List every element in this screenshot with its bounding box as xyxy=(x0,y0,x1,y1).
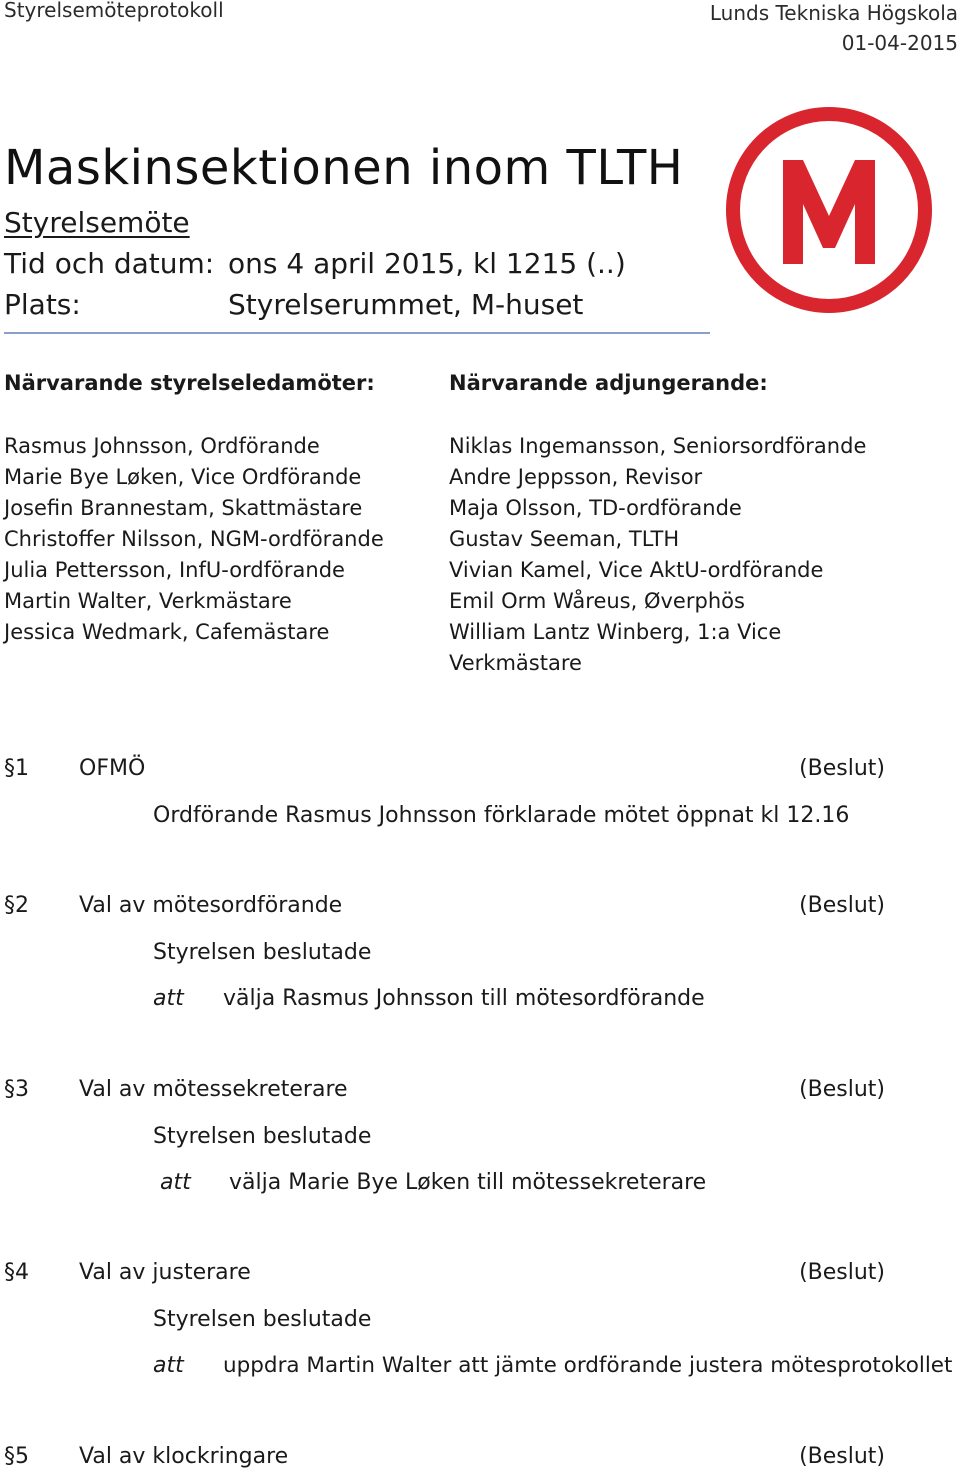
section-1-heading xyxy=(0,756,960,786)
section-text: Styrelsen beslutade xyxy=(153,1307,372,1332)
att-keyword: att xyxy=(160,1170,191,1195)
section-number: §1 xyxy=(4,756,29,781)
section-3-heading xyxy=(0,1077,960,1107)
adjunct-members-list xyxy=(449,431,866,679)
section-3-body xyxy=(0,1124,960,1154)
meeting-date-row xyxy=(0,247,720,283)
meeting-place-row xyxy=(0,288,720,324)
list-item: Emil Orm Wåreus, Øverphös xyxy=(449,589,745,613)
section-type: (Beslut) xyxy=(799,756,885,781)
board-members-list xyxy=(4,431,384,648)
list-item: Julia Pettersson, InfU-ordförande xyxy=(4,558,345,582)
list-item: Jessica Wedmark, Cafemästare xyxy=(4,620,330,644)
section-title: OFMÖ xyxy=(79,756,146,781)
institution-name: Lunds Tekniska Högskola xyxy=(709,1,958,25)
list-item: Niklas Ingemansson, Seniorsordförande xyxy=(449,434,867,458)
section-number: §5 xyxy=(4,1444,29,1469)
section-number: §2 xyxy=(4,893,29,918)
list-item: Marie Bye Løken, Vice Ordförande xyxy=(4,465,362,489)
logo-m-glyph xyxy=(783,160,875,264)
list-item: Vivian Kamel, Vice AktU-ordförande xyxy=(449,558,824,582)
section-1-body xyxy=(0,803,960,833)
header-date: 01-04-2015 xyxy=(841,31,958,55)
section-type: (Beslut) xyxy=(799,1444,885,1469)
list-item: Martin Walter, Verkmästare xyxy=(4,589,292,613)
section-2-decision xyxy=(0,986,960,1016)
date-label: Tid och datum: xyxy=(4,247,215,280)
place-value: Styrelserummet, M-huset xyxy=(228,288,584,321)
document-subtitle: Styrelsemöte xyxy=(4,206,190,239)
section-type: (Beslut) xyxy=(799,893,885,918)
decision-text: välja Rasmus Johnsson till mötesordförande xyxy=(223,986,705,1011)
running-header-right xyxy=(710,0,958,58)
running-header-left: Styrelsemöteprotokoll xyxy=(4,0,224,22)
section-number: §3 xyxy=(4,1077,29,1102)
place-label: Plats: xyxy=(4,288,81,321)
att-keyword: att xyxy=(153,1353,184,1378)
att-keyword: att xyxy=(153,986,184,1011)
list-item: Rasmus Johnsson, Ordförande xyxy=(4,434,320,458)
decision-text: välja Marie Bye Løken till mötessekreterare xyxy=(229,1170,707,1195)
list-item: Maja Olsson, TD-ordförande xyxy=(449,496,742,520)
list-item: Andre Jeppsson, Revisor xyxy=(449,465,703,489)
section-title: Val av klockringare xyxy=(79,1444,289,1469)
list-item: William Lantz Winberg, 1:a Vice xyxy=(449,620,782,644)
section-title: Val av mötesordförande xyxy=(79,893,343,918)
document-title: Maskinsektionen inom TLTH xyxy=(4,140,684,196)
section-5-heading xyxy=(0,1444,960,1474)
section-type: (Beslut) xyxy=(799,1077,885,1102)
section-title: Val av justerare xyxy=(79,1260,251,1285)
section-3-decision xyxy=(0,1170,960,1200)
title-divider xyxy=(4,332,710,334)
section-type: (Beslut) xyxy=(799,1260,885,1285)
section-title: Val av mötessekreterare xyxy=(79,1077,348,1102)
section-text: Styrelsen beslutade xyxy=(153,1124,372,1149)
section-4-heading xyxy=(0,1260,960,1290)
section-text: Ordförande Rasmus Johnsson förklarade mötet öppnat kl 12.16 xyxy=(153,803,850,828)
section-2-body xyxy=(0,940,960,970)
list-item: Josefin Brannestam, Skattmästare xyxy=(4,496,363,520)
section-2-heading xyxy=(0,893,960,923)
list-item: Gustav Seeman, TLTH xyxy=(449,527,680,551)
list-item: Verkmästare xyxy=(449,651,582,675)
date-value: ons 4 april 2015, kl 1215 (..) xyxy=(228,247,626,280)
section-4-body xyxy=(0,1307,960,1337)
board-members-heading: Närvarande styrelseledamöter: xyxy=(4,371,375,395)
section-4-decision xyxy=(0,1353,960,1383)
section-number: §4 xyxy=(4,1260,29,1285)
list-item: Christoffer Nilsson, NGM-ordförande xyxy=(4,527,384,551)
section-text: Styrelsen beslutade xyxy=(153,940,372,965)
adjunct-members-heading: Närvarande adjungerande: xyxy=(449,371,768,395)
maskinsektionen-logo xyxy=(723,104,935,316)
decision-text: uppdra Martin Walter att jämte ordförande justera mötesprotokollet xyxy=(223,1353,953,1378)
